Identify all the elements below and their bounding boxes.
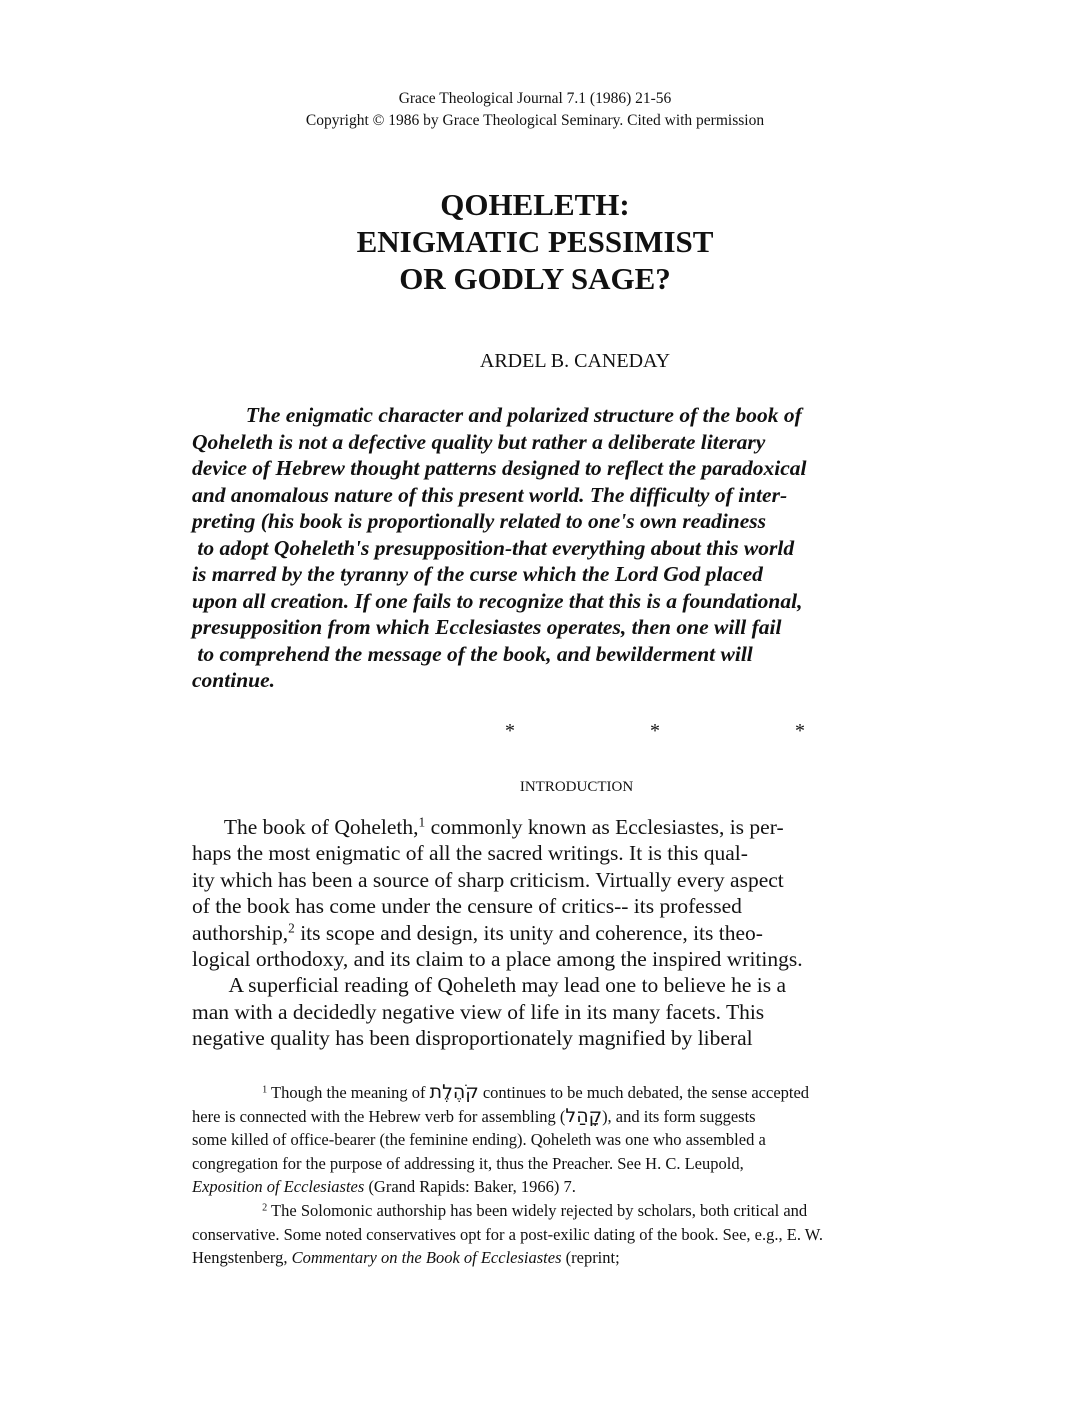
footnote-line (192, 1223, 823, 1247)
body-line (192, 893, 803, 919)
title-line: QOHELETH: (440, 187, 630, 222)
text-run: The Solomonic authorship has been widely rejected by scholars, both critical and (267, 1200, 808, 1220)
text-run: Though the meaning of (267, 1083, 430, 1102)
text-run: (reprint; (561, 1248, 620, 1268)
abstract (192, 402, 806, 694)
body-line (192, 840, 803, 866)
footnote-line (192, 1246, 823, 1270)
footnote-marker: 2 (262, 1202, 268, 1214)
text-run: its scope and design, its unity and coherence, its theo- (294, 920, 763, 945)
footnote-line (192, 1199, 823, 1223)
abstract-line: continue. (192, 668, 276, 692)
text-run: negative quality has been disproportionately magnified by liberal (192, 1026, 753, 1051)
text-run: A superficial reading of Qoheleth may lead one to believe he is a (192, 973, 787, 998)
body-line (192, 920, 803, 946)
body-line (192, 867, 803, 893)
abstract-line: Qoheleth is not a defective quality but rather a deliberate literary (192, 429, 766, 454)
abstract-line: upon all creation. If one fails to recognize that this is a foundational, (192, 588, 803, 613)
footnote-line (192, 1081, 823, 1105)
abstract-line: device of Hebrew thought patterns designed to reflect the paradoxical (192, 456, 807, 480)
section-heading: INTRODUCTION (519, 779, 634, 795)
text-run: ity which has been a source of sharp criticism. Virtually every aspect (192, 867, 784, 892)
abstract-line: preting (his book is proportionally related to one's own readiness (192, 509, 766, 533)
journal-citation: Grace Theological Journal 7.1 (1986) 21-56 (398, 90, 672, 107)
text-run: haps the most enigmatic of all the sacred writings. It is this qual- (192, 841, 748, 866)
title-line: OR GODLY SAGE? (399, 261, 671, 296)
article-title (0, 186, 1070, 297)
abstract-line: to adopt Qoheleth's presupposition-that everything about this world (192, 535, 795, 560)
text-run: continues to be much debated, the sense accepted (478, 1083, 810, 1102)
footnote-line (192, 1175, 823, 1199)
body-line (192, 1025, 803, 1051)
body-line (192, 972, 803, 998)
text-run: of the book has come under the censure of critics-- its professed (192, 894, 742, 919)
abstract-line: is marred by the tyranny of the curse which the Lord God placed (192, 562, 763, 586)
body-line (192, 946, 803, 972)
footnote-line (192, 1105, 823, 1129)
abstract-line: and anomalous nature of this present world. The difficulty of inter- (192, 482, 788, 507)
text-run: ), and its form suggests (602, 1106, 756, 1126)
italic-title: Commentary on the Book of Ecclesiastes (291, 1248, 562, 1268)
footnotes (192, 1081, 823, 1270)
abstract-line: The enigmatic character and polarized structure of the book of (192, 403, 802, 427)
text-run: congregation for the purpose of addressing it, thus the Preacher. See H. C. Leupold, (192, 1153, 744, 1173)
body-line (192, 999, 803, 1025)
text-run: some killed of office-bearer (the feminine ending). Qoheleth was one who assembled a (192, 1130, 766, 1150)
text-run: conservative. Some noted conservatives opt for a post-exilic dating of the book. See, e.g., E. W. (192, 1224, 823, 1244)
copyright-notice: Copyright © 1986 by Grace Theological Seminary. Cited with permission (305, 112, 765, 129)
text-run (192, 1083, 262, 1102)
author-name: ARDEL B. CANEDAY (479, 350, 671, 372)
footnote-line (192, 1128, 823, 1152)
abstract-line: to comprehend the message of the book, and bewilderment will (192, 641, 753, 666)
body-text (192, 814, 803, 1052)
text-run: authorship, (192, 920, 289, 945)
text-run (192, 1201, 262, 1220)
footnote-line (192, 1152, 823, 1176)
text-run: man with a decidedly negative view of life in its many facets. This (192, 999, 765, 1024)
hebrew-word: קָהַל (565, 1104, 603, 1127)
abstract-line: presupposition from which Ecclesiastes operates, then one will fail (192, 615, 782, 639)
text-run: here is connected with the Hebrew verb for assembling ( (192, 1106, 566, 1126)
footnote-marker: 2 (288, 920, 295, 936)
text-run: commonly known as Ecclesiastes, is per- (425, 815, 784, 839)
text-run: (Grand Rapids: Baker, 1966) 7. (364, 1177, 576, 1197)
title-line: ENIGMATIC PESSIMIST (356, 224, 714, 259)
italic-title: Exposition of Ecclesiastes (192, 1177, 365, 1197)
body-line (192, 814, 803, 840)
footnote-marker: 1 (418, 814, 426, 830)
text-run: logical orthodoxy, and its claim to a place among the inspired writings. (192, 947, 803, 972)
hebrew-word: קֹהֶלֶת (429, 1081, 479, 1103)
section-separator: * * * (505, 720, 805, 742)
text-run: Hengstenberg, (192, 1248, 292, 1268)
footnote-marker: 1 (262, 1084, 268, 1096)
text-run: The book of Qoheleth, (192, 815, 419, 839)
